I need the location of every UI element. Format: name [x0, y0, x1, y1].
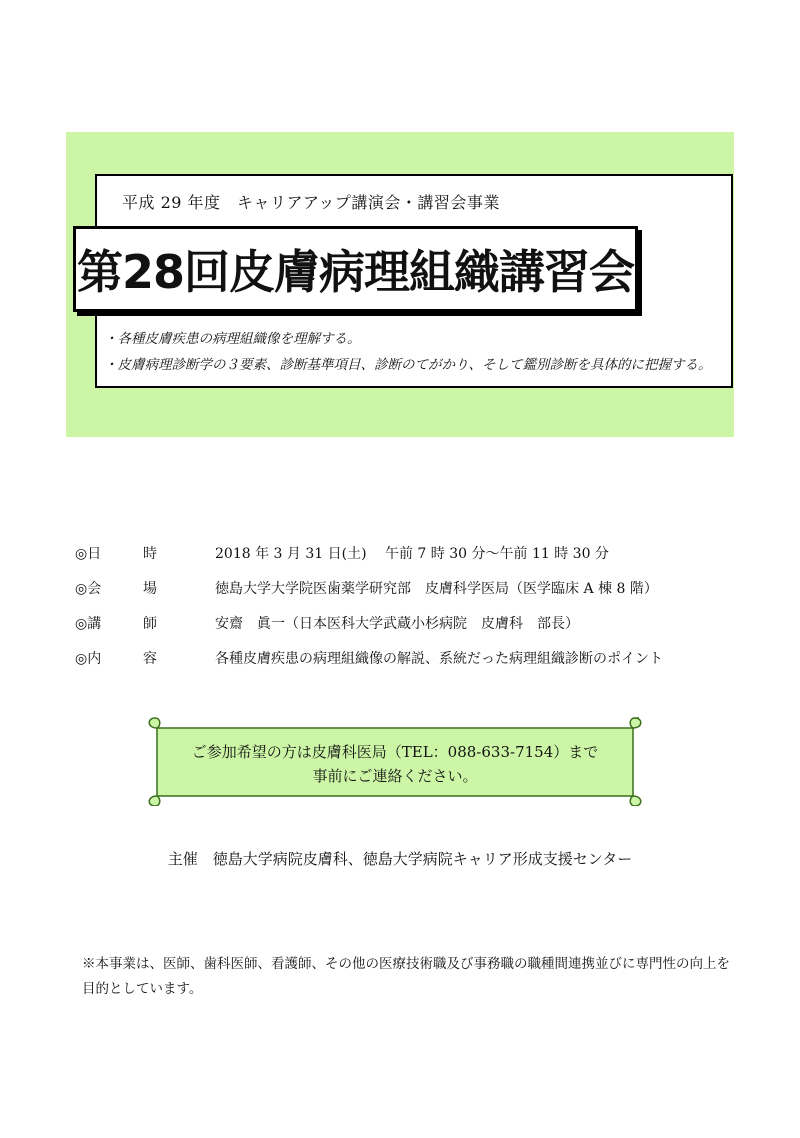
- detail-value: 2018 年 3 月 31 日(土) 午前 7 時 30 分～午前 11 時 30 分: [215, 546, 609, 562]
- contact-scroll-banner: [145, 714, 645, 806]
- detail-value: 安齋 眞一（日本医科大学武蔵小杉病院 皮膚科 部長）: [215, 616, 579, 632]
- objectives-list: [104, 326, 712, 378]
- detail-label: ◎会: [75, 581, 102, 597]
- contact-line: ご参加希望の方は皮膚科医局（TEL：088-633-7154）まで: [191, 743, 599, 761]
- objective-item: ・皮膚病理診断学の３要素、診断基準項目、診断のてがかり、そして鑑別診断を具体的に把握する。: [104, 357, 712, 373]
- title-box: [73, 226, 638, 312]
- detail-label: ◎日: [75, 546, 102, 562]
- detail-value: 徳島大学大学院医歯薬学研究部 皮膚科学医局（医学臨床 A 棟 8 階）: [215, 581, 658, 597]
- detail-label: ◎講: [75, 616, 102, 632]
- objective-item: ・各種皮膚疾患の病理組織像を理解する。: [104, 331, 361, 347]
- detail-label: 場: [143, 581, 157, 597]
- detail-label: 師: [143, 616, 157, 632]
- organizer-text: 主催 徳島大学病院皮膚科、徳島大学病院キャリア形成支援センター: [167, 850, 633, 868]
- detail-label: 容: [143, 651, 157, 667]
- detail-label: ◎内: [75, 651, 102, 667]
- footnote: ※本事業は、医師、歯科医師、看護師、その他の医療技術職及び事務職の職種間連携並びに専門性の向上を目的としています。: [82, 956, 730, 997]
- event-title: 第28回皮膚病理組織講習会: [76, 245, 634, 299]
- detail-value: 各種皮膚疾患の病理組織像の解説、系統だった病理組織診断のポイント: [215, 651, 663, 667]
- contact-text: [145, 740, 645, 788]
- detail-label: 時: [143, 546, 157, 562]
- event-subtitle: 平成 29 年度 キャリアアップ講演会・講習会事業: [122, 193, 500, 212]
- contact-line: 事前にご連絡ください。: [312, 767, 478, 785]
